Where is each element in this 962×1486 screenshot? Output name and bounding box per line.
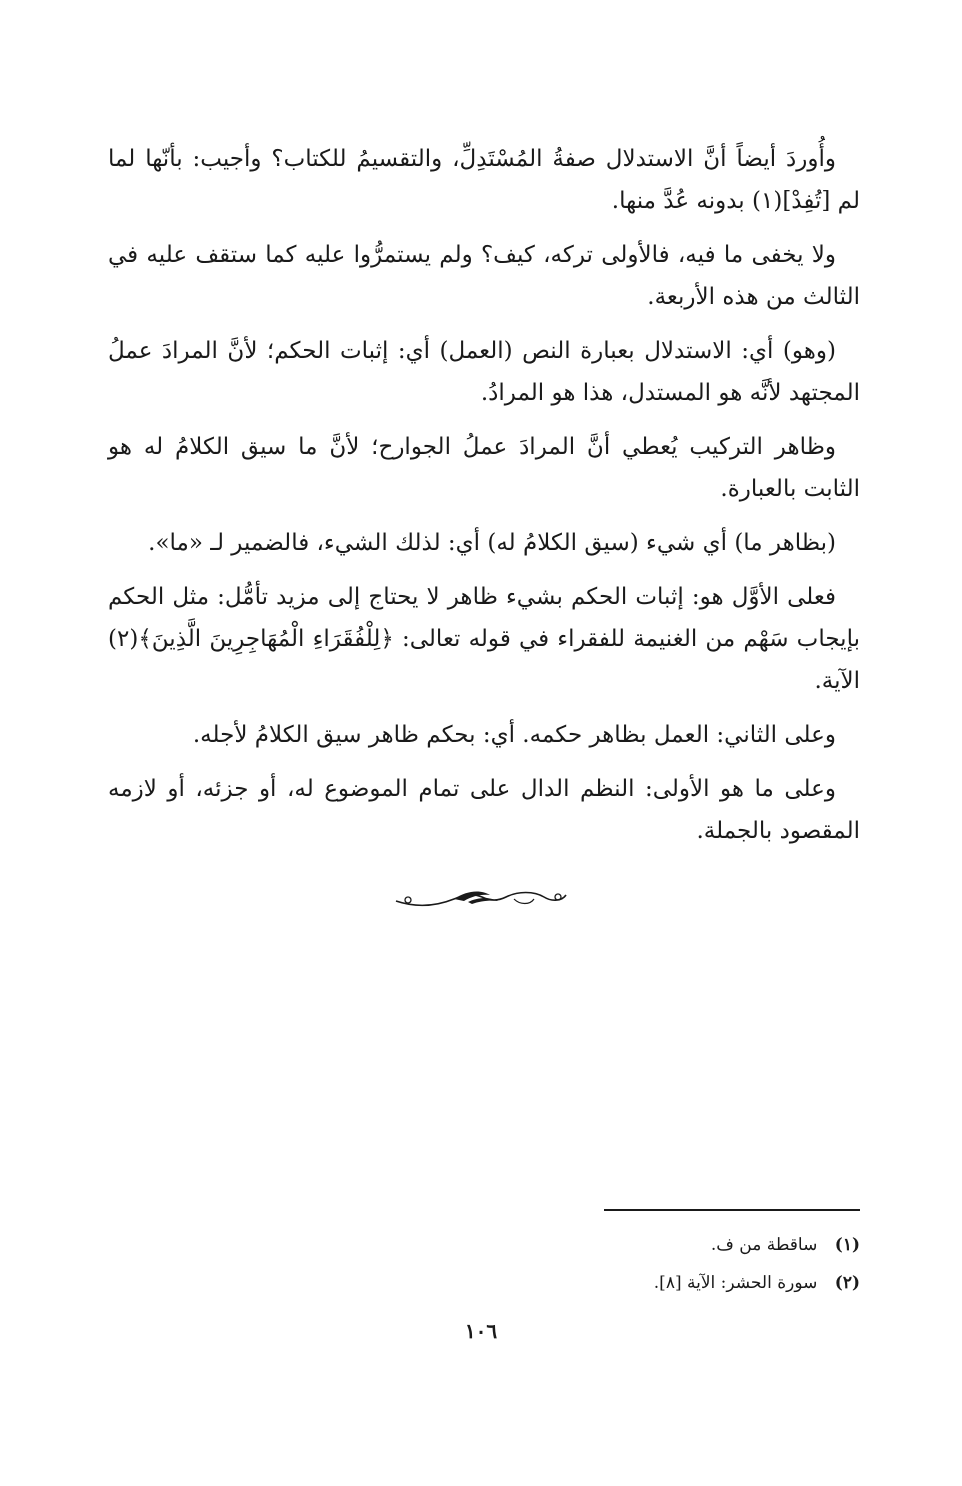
footnote-number: (١) — [834, 1235, 860, 1255]
paragraph-5: (بظاهر ما) أي شيء (سيق الكلامُ له) أي: لذلك الشيء، فالضمير لـ «ما». — [148, 530, 836, 556]
paragraph-4: وظاهر التركيب يُعطي أنَّ المرادَ عملُ الجوارح؛ لأنَّ ما سيق الكلامُ له هو الثابت بالعبارة. — [108, 434, 860, 502]
footnote-number: (٢) — [834, 1273, 860, 1293]
main-text-block — [108, 138, 860, 864]
paragraph-7: وعلى الثاني: العمل بظاهر حكمه. أي: بحكم ظاهر سيق الكلامُ لأجله. — [192, 722, 836, 748]
footnote-text: ساقطة من ف. — [710, 1235, 818, 1255]
footnote-text: سورة الحشر: الآية [٨]. — [653, 1273, 818, 1293]
paragraph-3: (وهو) أي: الاستدلال بعبارة النص (العمل) أي: إثبات الحكم؛ لأنَّ المرادَ عملُ المجتهد لأنَّه هو المستدل، هذا هو المرادُ. — [108, 338, 860, 406]
footnote-separator — [604, 1209, 860, 1211]
footnotes-block — [500, 1226, 860, 1302]
footnote-1 — [500, 1226, 860, 1264]
flourish-divider-icon — [394, 885, 570, 913]
page-number: ١٠٦ — [464, 1319, 498, 1343]
paragraph-1: وأُوردَ أيضاً أنَّ الاستدلال صفةُ المُسْتَدِلِّ، والتقسيمُ للكتاب؟ وأجيب: بأنّها لما لم [تُفِدْ](١) بدونه عُدَّ منها. — [108, 146, 860, 214]
paragraph-8: وعلى ما هو الأولى: النظم الدال على تمام الموضوع له، أو جزئه، أو لازمه المقصود بالجملة. — [108, 776, 860, 844]
footnote-2 — [500, 1264, 860, 1302]
paragraph-2: ولا يخفى ما فيه، فالأولى تركه، كيف؟ ولم يستمرُّوا عليه كما ستقف عليه في الثالث من هذه الأربعة. — [108, 242, 860, 310]
paragraph-6: فعلى الأوَّل هو: إثبات الحكم بشيء ظاهر لا يحتاج إلى مزيد تأمُّل: مثل الحكم بإيجاب سَهْم من الغنيمة للفقراء في قوله تعالى: ﴿لِلْفُقَرَاءِ الْمُهَاجِرِينَ الَّذِينَ﴾(٢) الآية. — [108, 584, 860, 694]
